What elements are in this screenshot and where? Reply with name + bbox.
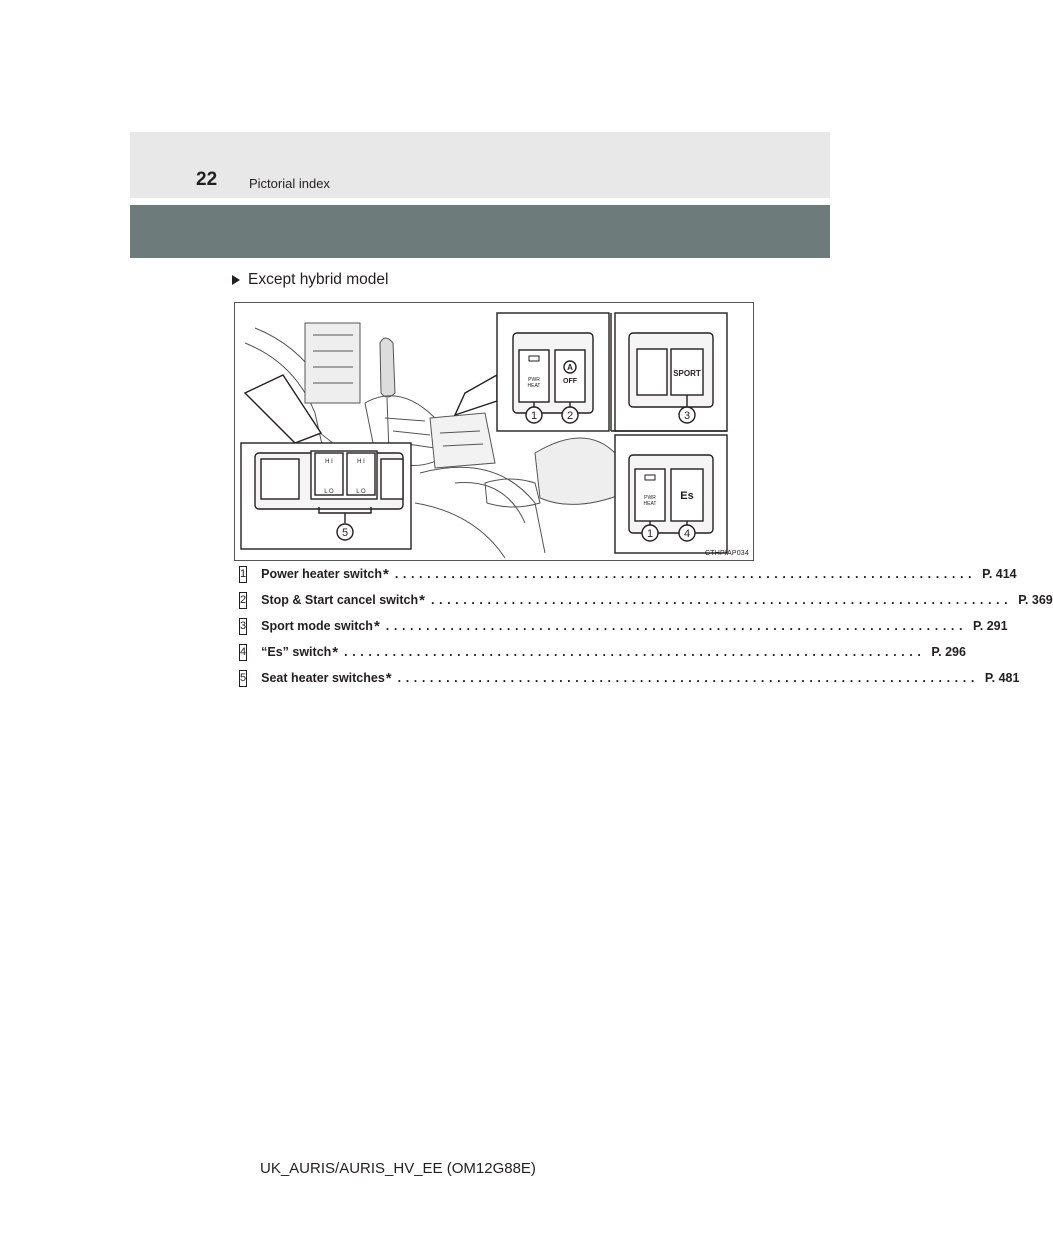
legend-label: “Es” switch bbox=[261, 645, 332, 659]
section-title: Pictorial index bbox=[249, 176, 330, 191]
asterisk-mark: * bbox=[383, 565, 389, 583]
legend-row-stop-start bbox=[239, 587, 1053, 613]
svg-text:HEAT: HEAT bbox=[643, 501, 657, 507]
svg-text:L O: L O bbox=[324, 489, 334, 495]
legend-number: 1 bbox=[239, 566, 247, 583]
dot-leader: ........................................................................ bbox=[344, 645, 926, 659]
callout-1a: 1 bbox=[530, 410, 538, 422]
svg-text:H I: H I bbox=[357, 459, 365, 465]
page-reference[interactable]: P. 414 bbox=[982, 567, 1017, 581]
legend-label: Power heater switch bbox=[261, 567, 382, 581]
svg-text:L O: L O bbox=[356, 489, 366, 495]
callout-1b: 1 bbox=[646, 528, 654, 540]
legend-row-power-heater bbox=[239, 561, 1017, 587]
dot-leader: ........................................................................ bbox=[385, 619, 968, 633]
triangle-arrow-icon bbox=[232, 275, 240, 285]
legend-number: 4 bbox=[239, 644, 247, 661]
seat-heater-panel bbox=[241, 443, 411, 549]
model-heading-text: Except hybrid model bbox=[248, 271, 389, 288]
console-drawing bbox=[235, 303, 753, 560]
header-band bbox=[130, 132, 830, 198]
callout-5: 5 bbox=[341, 527, 349, 539]
svg-text:HEAT: HEAT bbox=[527, 383, 541, 389]
legend-list bbox=[239, 561, 1053, 691]
footer-code: UK_AURIS/AURIS_HV_EE (OM12G88E) bbox=[260, 1160, 536, 1177]
svg-text:Es: Es bbox=[680, 490, 694, 502]
illustration-code: CTHPIAP034 bbox=[704, 550, 749, 557]
title-band bbox=[130, 205, 830, 258]
es-mode-panel bbox=[615, 435, 727, 553]
legend-number: 3 bbox=[239, 618, 247, 635]
asterisk-mark: * bbox=[385, 669, 392, 687]
asterisk-mark: * bbox=[419, 591, 425, 609]
sport-mode-panel bbox=[615, 313, 727, 431]
power-heater-stop-start-panel bbox=[497, 313, 609, 431]
svg-text:SPORT: SPORT bbox=[673, 369, 701, 378]
svg-text:A: A bbox=[567, 363, 573, 372]
legend-label: Sport mode switch bbox=[261, 619, 373, 633]
svg-text:OFF: OFF bbox=[563, 378, 577, 385]
legend-row-seat-heater bbox=[239, 665, 1020, 691]
svg-text:PWR: PWR bbox=[644, 495, 656, 501]
dot-leader: ........................................................................ bbox=[394, 567, 977, 581]
model-heading bbox=[232, 271, 388, 289]
callout-3: 3 bbox=[683, 410, 691, 422]
legend-number: 2 bbox=[239, 592, 247, 609]
asterisk-mark: * bbox=[373, 617, 380, 635]
callout-2: 2 bbox=[566, 410, 574, 422]
svg-text:PWR: PWR bbox=[528, 377, 540, 383]
console-illustration bbox=[234, 302, 754, 561]
legend-label: Stop & Start cancel switch bbox=[261, 593, 419, 607]
dot-leader: ........................................................................ bbox=[430, 593, 1013, 607]
page-reference[interactable]: P. 369 bbox=[1018, 593, 1053, 607]
asterisk-mark: * bbox=[332, 643, 339, 661]
legend-row-sport-mode bbox=[239, 613, 1008, 639]
page-reference[interactable]: P. 481 bbox=[984, 671, 1020, 685]
legend-label: Seat heater switches bbox=[261, 671, 385, 685]
page-number: 22 bbox=[196, 169, 218, 190]
page-reference[interactable]: P. 296 bbox=[931, 645, 966, 659]
page-reference[interactable]: P. 291 bbox=[973, 619, 1008, 633]
dot-leader: ........................................................................ bbox=[397, 671, 979, 685]
legend-number: 5 bbox=[239, 670, 247, 687]
legend-row-es-switch bbox=[239, 639, 966, 665]
callout-4: 4 bbox=[683, 528, 691, 540]
svg-text:H I: H I bbox=[325, 459, 333, 465]
